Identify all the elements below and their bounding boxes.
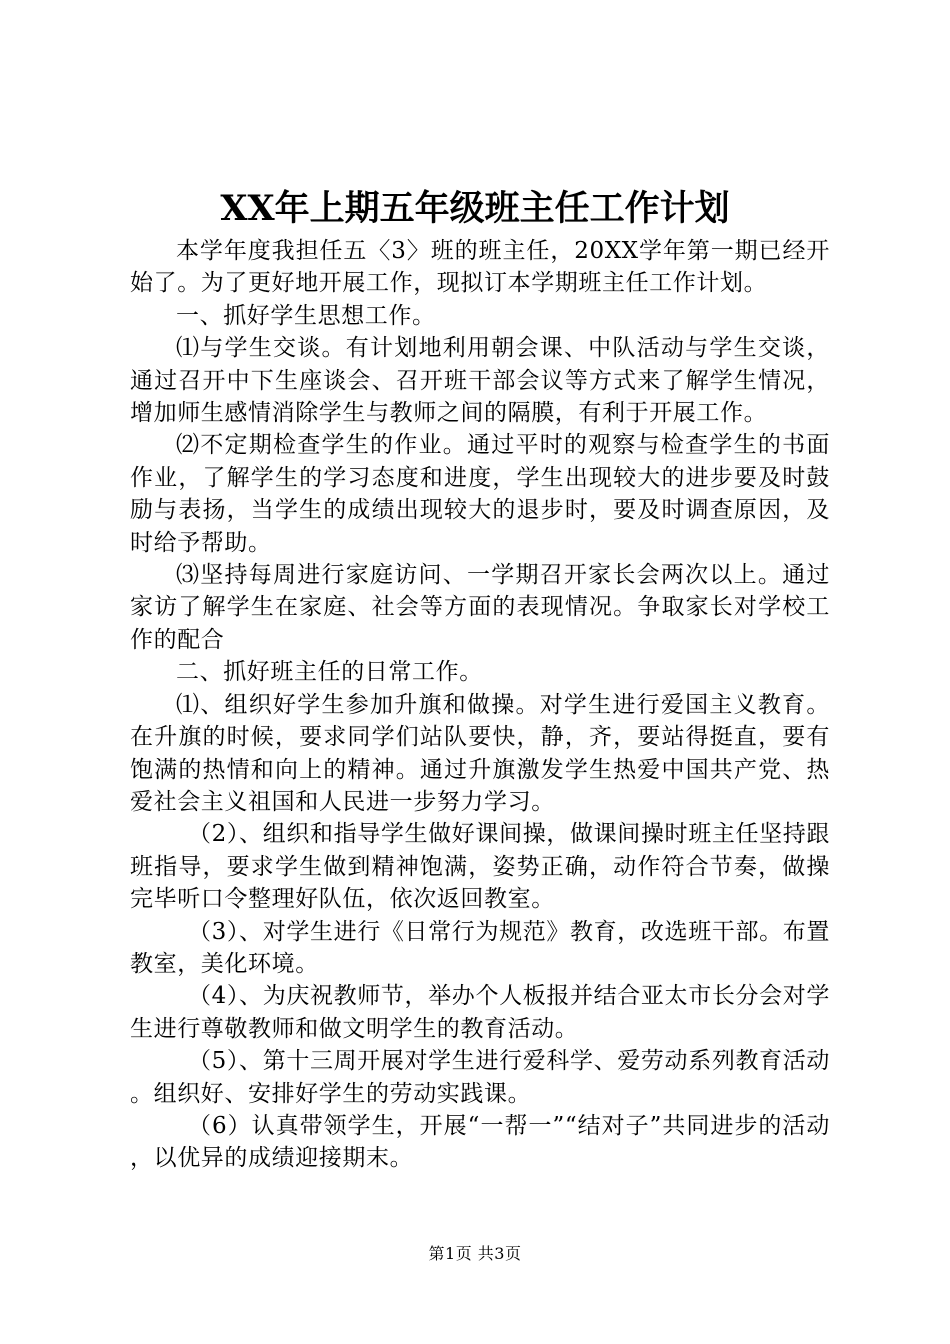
paragraph-item: ⑵不定期检查学生的作业。通过平时的观察与检查学生的书面作业，了解学生的学习态度和进度，学生出现较大的进步要及时鼓励与表扬，当学生的成绩出现较大的退步时，要及时调查原因，及时给予帮助。: [130, 432, 830, 556]
paragraph-item: ⑶坚持每周进行家庭访问、一学期召开家长会两次以上。通过家访了解学生在家庭、社会等方面的表现情况。争取家长对学校工作的配合: [130, 562, 830, 653]
paragraph-item: （2）、组织和指导学生做好课间操，做课间操时班主任坚持跟班指导，要求学生做到精神饱满，姿势正确，动作符合节奏，做操完毕听口令整理好队伍，依次返回教室。: [130, 821, 830, 913]
document-title: XX年上期五年级班主任工作计划: [220, 188, 730, 229]
document-body: [130, 235, 830, 1175]
paragraph-item: （5）、第十三周开展对学生进行爱科学、爱劳动系列教育活动。组织好、安排好学生的劳动实践课。: [130, 1048, 830, 1107]
page-number-footer: 第1页 共3页: [428, 1244, 522, 1263]
section-heading-2: 二、抓好班主任的日常工作。: [176, 659, 483, 686]
section-heading-1: 一、抓好学生思想工作。: [176, 302, 436, 329]
paragraph-item: ⑴、组织好学生参加升旗和做操。对学生进行爱国主义教育。在升旗的时候，要求同学们站队要快，静，齐，要站得挺直，要有饱满的热情和向上的精神。通过升旗激发学生热爱中国共产党、热爱社会主义祖国和人民进一步努力学习。: [130, 691, 830, 815]
intro-paragraph: 本学年度我担任五〈3〉班的班主任，20XX学年第一期已经开始了。为了更好地开展工作，现拟订本学期班主任工作计划。: [130, 238, 830, 297]
paragraph-item: （4）、为庆祝教师节，举办个人板报并结合亚太市长分会对学生进行尊敬教师和做文明学生的教育活动。: [130, 983, 830, 1042]
paragraph-item: （3）、对学生进行《日常行为规范》教育，改选班干部。布置教室，美化环境。: [130, 918, 830, 977]
paragraph-item: ⑴与学生交谈。有计划地利用朝会课、中队活动与学生交谈，通过召开中下生座谈会、召开班干部会议等方式来了解学生情况，增加师生感情消除学生与教师之间的隔膜，有利于开展工作。: [130, 335, 830, 427]
paragraph-item: （6）认真带领学生，开展“一帮一”“结对子”共同进步的活动，以优异的成绩迎接期末。: [130, 1112, 830, 1172]
